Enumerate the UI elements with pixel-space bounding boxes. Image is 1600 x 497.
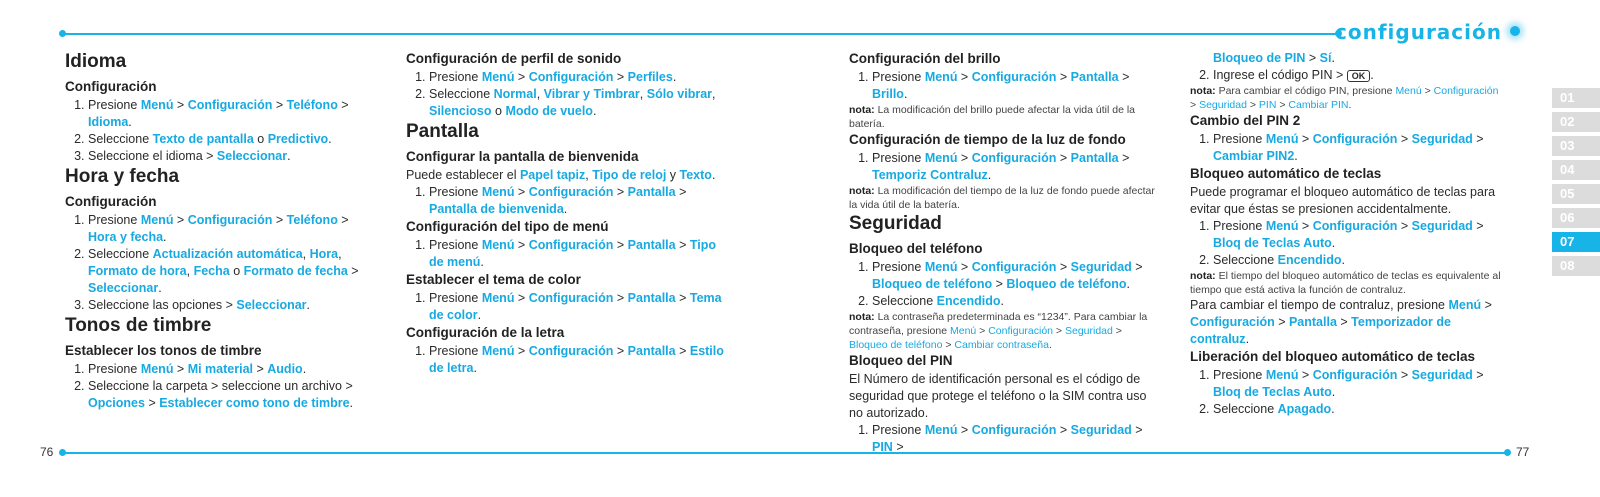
steps-letra bbox=[406, 343, 726, 377]
subheading-perfil: Configuración de perfil de sonido bbox=[406, 51, 622, 66]
step: 2. Seleccione Texto de pantalla o Predictivo. bbox=[88, 131, 380, 148]
steps-tema-color bbox=[406, 290, 726, 324]
subheading-tonos: Establecer los tonos de timbre bbox=[65, 343, 262, 358]
steps-hora bbox=[65, 212, 380, 314]
section-title-dot bbox=[1510, 26, 1520, 36]
subheading-bloqueo-pin: Bloqueo del PIN bbox=[849, 353, 953, 368]
step: 1. Presione Menú > Configuración > Seguridad > Bloq de Teclas Auto. bbox=[1213, 218, 1502, 252]
step: 2. Seleccione Normal, Vibrar y Timbrar, Sólo vibrar, Silencioso o Modo de vuelo. bbox=[429, 86, 726, 120]
subheading-idioma-config: Configuración bbox=[65, 79, 157, 94]
chapter-tab-03[interactable]: 03 bbox=[1552, 136, 1600, 156]
subheading-tipo-menu: Configuración del tipo de menú bbox=[406, 219, 609, 234]
subheading-letra: Configuración de la letra bbox=[406, 325, 565, 340]
subheading-bloqueo-telefono: Bloqueo del teléfono bbox=[849, 241, 983, 256]
column-4 bbox=[1190, 50, 1502, 418]
step: 1. Presione Menú > Configuración > Seguridad > Cambiar PIN2. bbox=[1213, 131, 1502, 165]
steps-brillo bbox=[849, 69, 1161, 103]
step: 2. Seleccione Apagado. bbox=[1213, 401, 1502, 418]
note-luz-fondo: nota: La modificación del tiempo de la luz de fondo puede afectar la vida útil de la batería. bbox=[849, 185, 1155, 211]
step: 1. Presione Menú > Configuración > Teléfono > Hora y fecha. bbox=[88, 212, 380, 246]
heading-hora-fecha: Hora y fecha bbox=[65, 166, 180, 187]
step: 2. Seleccione Actualización automática, Hora, Formato de hora, Fecha o Formato de fecha > Seleccionar. bbox=[88, 246, 380, 297]
steps-liberacion bbox=[1190, 367, 1502, 418]
heading-pantalla: Pantalla bbox=[406, 121, 479, 142]
pin-continued bbox=[1190, 50, 1502, 67]
step: 1. Presione Menú > Configuración > Pantalla > Brillo. bbox=[872, 69, 1161, 103]
steps-bloqueo-auto bbox=[1190, 218, 1502, 269]
steps-idioma bbox=[65, 97, 380, 165]
chapter-tab-07[interactable]: 07 bbox=[1552, 232, 1600, 252]
subheading-luz-fondo: Configuración de tiempo de la luz de fondo bbox=[849, 132, 1126, 147]
steps-bienvenida bbox=[406, 184, 726, 218]
step: 1. Presione Menú > Configuración > Pantalla > Tipo de menú. bbox=[429, 237, 726, 271]
section-title: configuración bbox=[1335, 20, 1502, 44]
step: 1. Presione Menú > Configuración > Seguridad > Bloqueo de teléfono > Bloqueo de teléfono. bbox=[872, 259, 1161, 293]
subheading-pin2: Cambio del PIN 2 bbox=[1190, 113, 1301, 128]
step: 3. Seleccione el idioma > Seleccionar. bbox=[88, 148, 380, 165]
bloqueo-auto-intro: Puede programar el bloqueo automático de teclas para evitar que éstas se presionen accidentalmente. bbox=[1190, 185, 1496, 216]
subheading-hora-config: Configuración bbox=[65, 194, 157, 209]
step-continued: Bloqueo de PIN > Sí. bbox=[1213, 51, 1335, 65]
chapter-tab-04[interactable]: 04 bbox=[1552, 160, 1600, 180]
column-2 bbox=[406, 50, 726, 377]
bottom-rule-left-dot bbox=[59, 449, 66, 456]
heading-tonos: Tonos de timbre bbox=[65, 315, 212, 336]
bottom-rule bbox=[62, 452, 1508, 454]
contraluz-paragraph: Para cambiar el tiempo de contraluz, presione Menú > Configuración > Pantalla > Temporizador de contraluz. bbox=[1190, 298, 1492, 346]
note-bloqueo-auto: nota: El tiempo del bloqueo automático de teclas es equivalente al tiempo que está activa la función de contraluz. bbox=[1190, 270, 1501, 296]
step: 1. Presione Menú > Configuración > Pantalla > Temporiz Contraluz. bbox=[872, 150, 1161, 184]
ok-key-icon: OK bbox=[1347, 70, 1371, 82]
subheading-bloqueo-auto: Bloqueo automático de teclas bbox=[1190, 166, 1382, 181]
bienvenida-intro: Puede establecer el Papel tapiz, Tipo de reloj y Texto. bbox=[406, 168, 716, 182]
steps-pin-cont bbox=[1190, 67, 1502, 84]
subheading-liberacion: Liberación del bloqueo automático de teclas bbox=[1190, 349, 1476, 364]
step: 2. Seleccione la carpeta > seleccione un archivo > Opciones > Establecer como tono de timbre. bbox=[88, 378, 380, 412]
chapter-tab-08[interactable]: 08 bbox=[1552, 256, 1600, 276]
step: 3. Seleccione las opciones > Seleccionar. bbox=[88, 297, 380, 314]
top-rule-left-dot bbox=[59, 30, 66, 37]
note-brillo: nota: La modificación del brillo puede afectar la vida útil de la batería. bbox=[849, 104, 1135, 130]
step: 2. Seleccione Encendido. bbox=[1213, 252, 1502, 269]
steps-perfil bbox=[406, 69, 726, 120]
chapter-tab-01[interactable]: 01 bbox=[1552, 88, 1600, 108]
step: 1. Presione Menú > Configuración > Pantalla > Tema de color. bbox=[429, 290, 726, 324]
steps-tipo-menu bbox=[406, 237, 726, 271]
steps-pin2 bbox=[1190, 131, 1502, 165]
step: 1. Presione Menú > Configuración > Seguridad > Bloq de Teclas Auto. bbox=[1213, 367, 1502, 401]
step: 2. Ingrese el código PIN > OK . bbox=[1213, 67, 1502, 84]
page-number-right: 77 bbox=[1516, 445, 1530, 459]
heading-idioma: Idioma bbox=[65, 51, 127, 72]
steps-bloqueo-pin bbox=[849, 422, 1161, 456]
step: 1. Presione Menú > Configuración > Pantalla > Estilo de letra. bbox=[429, 343, 726, 377]
note-bloqueo-telefono: nota: La contraseña predeterminada es “1234”. Para cambiar la contraseña, presione Menú > Configuración > Seguridad > Bloqueo de teléfono > Cambiar contraseña. bbox=[849, 311, 1148, 351]
chapter-tab-02[interactable]: 02 bbox=[1552, 112, 1600, 132]
subheading-brillo: Configuración del brillo bbox=[849, 51, 1001, 66]
steps-tonos bbox=[65, 361, 380, 412]
step: 1. Presione Menú > Configuración > Perfiles. bbox=[429, 69, 726, 86]
column-3 bbox=[849, 50, 1161, 456]
bottom-rule-right-dot bbox=[1504, 449, 1511, 456]
subheading-bienvenida: Configurar la pantalla de bienvenida bbox=[406, 149, 639, 164]
page-number-left: 76 bbox=[40, 445, 54, 459]
step: 1. Presione Menú > Configuración > Teléfono > Idioma. bbox=[88, 97, 380, 131]
step: 1. Presione Menú > Configuración > Pantalla > Pantalla de bienvenida. bbox=[429, 184, 726, 218]
top-rule bbox=[62, 33, 1337, 35]
column-1 bbox=[65, 50, 380, 412]
step: 1. Presione Menú > Configuración > Seguridad > PIN > bbox=[872, 422, 1161, 456]
chapter-tabs bbox=[1552, 88, 1600, 280]
steps-luz-fondo bbox=[849, 150, 1161, 184]
heading-seguridad: Seguridad bbox=[849, 213, 942, 234]
steps-bloqueo-telefono bbox=[849, 259, 1161, 310]
note-pin: nota: Para cambiar el código PIN, presione Menú > Configuración > Seguridad > PIN > Cambiar PIN. bbox=[1190, 85, 1499, 111]
chapter-tab-06[interactable]: 06 bbox=[1552, 208, 1600, 228]
chapter-tab-05[interactable]: 05 bbox=[1552, 184, 1600, 204]
step: 1. Presione Menú > Mi material > Audio. bbox=[88, 361, 380, 378]
step: 2. Seleccione Encendido. bbox=[872, 293, 1161, 310]
pin-intro: El Número de identificación personal es el código de seguridad que protege el teléfono o la SIM contra uso no autorizado. bbox=[849, 372, 1147, 420]
subheading-tema-color: Establecer el tema de color bbox=[406, 272, 581, 287]
